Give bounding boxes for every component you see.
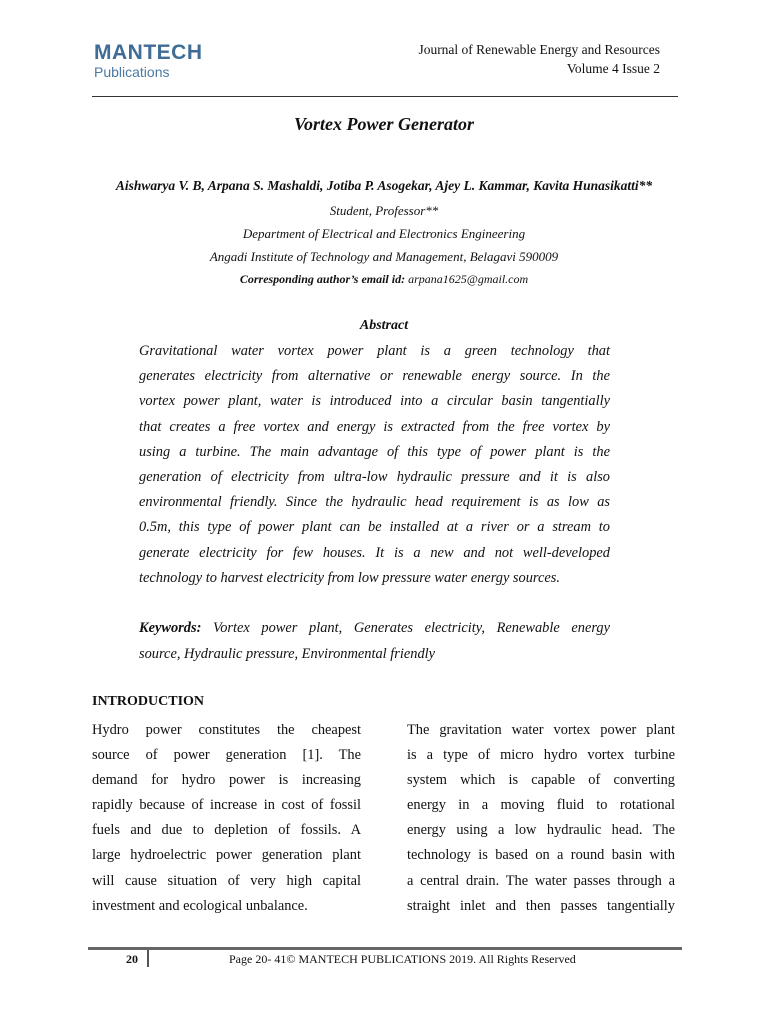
body-line: source of power generation [1]. The — [92, 747, 361, 764]
volume-issue: Volume 4 Issue 2 — [566, 61, 660, 76]
body-line: system which is capable of converting — [407, 772, 675, 789]
institute: Angadi Institute of Technology and Management, Belagavi 590009 — [209, 249, 559, 264]
body-line: investment and ecological unbalance. — [92, 897, 308, 914]
abstract-line: technology to harvest electricity from low pressure water energy sources. — [139, 569, 560, 586]
page-number-separator — [147, 950, 149, 967]
journal-info — [418, 40, 660, 78]
body-line: demand for hydro power is increasing — [92, 772, 361, 789]
abstract-heading: Abstract — [359, 318, 409, 333]
author-list: Aishwarya V. B, Arpana S. Mashaldi, Jotiba P. Asogekar, Ajey L. Kammar, Kavita Hunasikatti** — [115, 178, 653, 193]
body-line: a central drain. The water passes through a — [407, 872, 675, 889]
corresponding-email — [0, 272, 768, 287]
page-number: 20 — [126, 952, 138, 966]
journal-name: Journal of Renewable Energy and Resources — [418, 42, 660, 57]
body-line: is a type of micro hydro vortex turbine — [407, 747, 675, 764]
logo-mantech: MANTECH — [94, 41, 203, 64]
keywords — [139, 616, 610, 667]
email-address: arpana1625@gmail.com — [408, 272, 529, 286]
body-line: energy using a low hydraulic head. The — [407, 822, 675, 839]
abstract-line: environmental friendly. Since the hydraulic head requirement is as low as — [139, 494, 610, 511]
body-line: straight inlet and then passes tangentially — [407, 897, 675, 914]
abstract-line: 0.5m, this type of power plant can be installed at a river or a stream to — [139, 519, 610, 536]
body-line: The gravitation water vortex power plant — [407, 722, 675, 738]
body-line: Hydro power constitutes the cheapest — [92, 722, 361, 738]
logo-publications: Publications — [94, 64, 170, 80]
abstract-line: generates electricity from alternative or renewable energy source. In the — [139, 368, 610, 385]
abstract-text — [139, 339, 610, 591]
email-label: Corresponding author’s email id: — [239, 272, 406, 286]
body-line: will cause situation of very high capital — [92, 872, 361, 889]
author-roles: Student, Professor** — [329, 203, 439, 218]
keywords-label: Keywords: — [139, 620, 202, 636]
abstract-line: that creates a free vortex and energy is extracted from the free vortex by — [139, 418, 610, 435]
body-line: rapidly because of increase in cost of fossil — [92, 797, 361, 814]
body-line: energy in a moving fluid to rotational — [407, 797, 675, 814]
body-line: technology is based on a round basin with — [407, 847, 675, 864]
keywords-line — [139, 616, 610, 642]
section-heading-introduction: INTRODUCTION — [92, 694, 205, 709]
body-line: large hydroelectric power generation plant — [92, 847, 361, 864]
header-divider — [92, 96, 678, 97]
abstract-line: Gravitational water vortex power plant is a green technology that — [139, 343, 610, 359]
abstract-line: using a turbine. The main advantage of this type of power plant is the — [139, 443, 610, 460]
department: Department of Electrical and Electronics Engineering — [242, 226, 526, 241]
abstract-line: vortex power plant, water is introduced into a circular basin tangentially — [139, 393, 610, 410]
intro-left-column — [92, 718, 361, 919]
keywords-text-2: source, Hydraulic pressure, Environmental friendly — [139, 645, 436, 662]
body-line: fuels and due to depletion of fossils. A — [92, 822, 361, 839]
keywords-text-1: Vortex power plant, Generates electricity, Renewable energy — [213, 620, 610, 636]
paper-title: Vortex Power Generator — [294, 114, 474, 134]
intro-right-column — [407, 718, 675, 919]
footer-copyright: Page 20- 41© MANTECH PUBLICATIONS 2019. All Rights Reserved — [229, 952, 576, 966]
footer-divider — [88, 947, 682, 950]
abstract-line: generation of electricity from ultra-low hydraulic pressure and it is also — [139, 468, 610, 485]
publisher-logo — [94, 41, 203, 82]
abstract-line: generate electricity for few houses. It is a new and not well-developed — [139, 544, 610, 561]
